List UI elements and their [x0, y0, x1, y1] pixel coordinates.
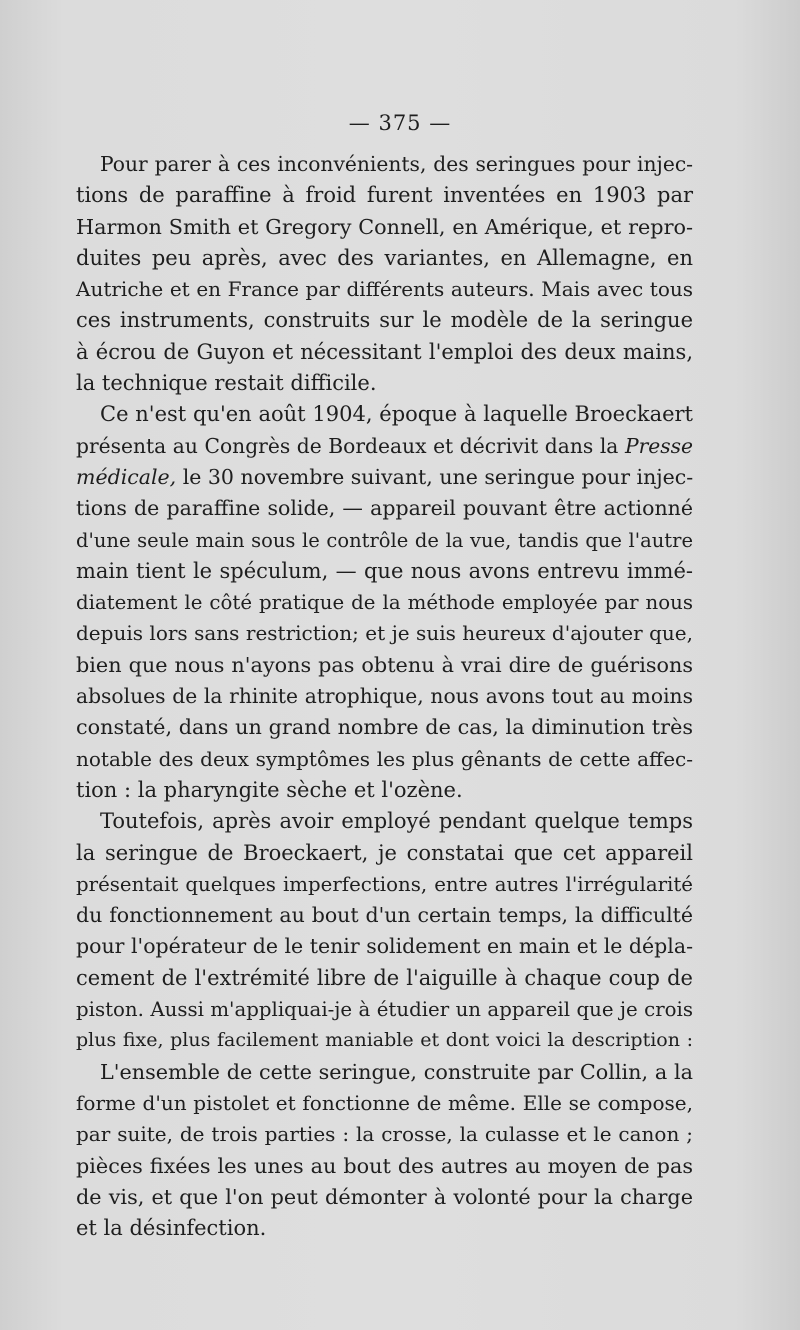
text-line: Autriche et en France par différents auteurs. Mais avec tous	[76, 277, 693, 302]
text-line: piston. Aussi m'appliquai-je à étudier un appareil que je crois	[76, 998, 693, 1022]
text-line: constaté, dans un grand nombre de cas, la diminution très	[76, 715, 693, 740]
body-text	[76, 149, 693, 1244]
text-line: cement de l'extrémité libre de l'aiguille à chaque coup de	[76, 965, 693, 990]
text-line: et la désinfection.	[76, 1216, 267, 1241]
text-line: présentait quelques imperfections, entre autres l'irrégularité	[76, 872, 693, 896]
text-line: de vis, et que l'on peut démonter à volonté pour la charge	[76, 1184, 693, 1209]
text-line-with-italic	[76, 462, 693, 493]
text-line: d'une seule main sous le contrôle de la vue, tandis que l'autre	[76, 528, 693, 552]
text-segment: présenta au Congrès de Bordeaux et décrivit dans la	[76, 433, 619, 458]
paragraph-1	[76, 149, 693, 399]
text-line: du fonctionnement au bout d'un certain temps, la difficulté	[76, 903, 693, 928]
text-line: à écrou de Guyon et nécessitant l'emploi des deux mains,	[76, 339, 693, 364]
paragraph-2	[76, 399, 693, 806]
text-line: plus fixe, plus facilement maniable et dont voici la description :	[76, 1029, 693, 1052]
text-line: Harmon Smith et Gregory Connell, en Amérique, et repro-	[76, 214, 693, 239]
text-line: duites peu après, avec des variantes, en Allemagne, en	[76, 245, 693, 270]
text-line: tion : la pharyngite sèche et l'ozène.	[76, 777, 463, 802]
text-line: tions de paraffine à froid furent inventées en 1903 par	[76, 183, 693, 208]
text-line: Pour parer à ces inconvénients, des seringues pour injec-	[100, 152, 693, 176]
text-line: main tient le spéculum, — que nous avons entrevu immé-	[76, 558, 693, 583]
text-line: la technique restait difficile.	[76, 371, 377, 396]
text-line: depuis lors sans restriction; et je suis heureux d'ajouter que,	[76, 621, 693, 646]
text-segment: le 30 novembre suivant, une seringue pour injec-	[176, 464, 694, 489]
page-number: — 375 —	[348, 111, 452, 135]
text-line: Ce n'est qu'en août 1904, époque à laquelle Broeckaert	[100, 402, 693, 427]
text-line: pièces fixées les unes au bout des autres au moyen de pas	[76, 1153, 693, 1178]
italic-title: médicale,	[76, 464, 177, 489]
text-line: tions de paraffine solide, — appareil pouvant être actionné	[76, 496, 693, 521]
text-line: la seringue de Broeckaert, je constatai que cet appareil	[76, 840, 693, 865]
paragraph-3	[76, 806, 693, 1056]
text-line: pour l'opérateur de le tenir solidement en main et le dépla-	[76, 934, 693, 959]
text-line: Toutefois, après avoir employé pendant quelque temps	[100, 809, 693, 834]
text-line: forme d'un pistolet et fonctionne de même. Elle se compose,	[76, 1090, 693, 1115]
text-line: par suite, de trois parties : la crosse, la culasse et le canon ;	[76, 1122, 693, 1147]
text-line: diatement le côté pratique de la méthode employée par nous	[76, 591, 693, 615]
paragraph-4	[76, 1057, 693, 1245]
text-line: absolues de la rhinite atrophique, nous avons tout au moins	[76, 684, 693, 709]
text-line-with-italic	[76, 431, 693, 462]
italic-title: Presse	[624, 433, 693, 458]
text-line: L'ensemble de cette seringue, construite par Collin, a la	[100, 1059, 693, 1084]
text-line: bien que nous n'ayons pas obtenu à vrai dire de guérisons	[76, 652, 693, 677]
text-line: ces instruments, construits sur le modèle de la seringue	[76, 308, 693, 333]
text-line: notable des deux symptômes les plus gênants de cette affec-	[76, 746, 693, 771]
